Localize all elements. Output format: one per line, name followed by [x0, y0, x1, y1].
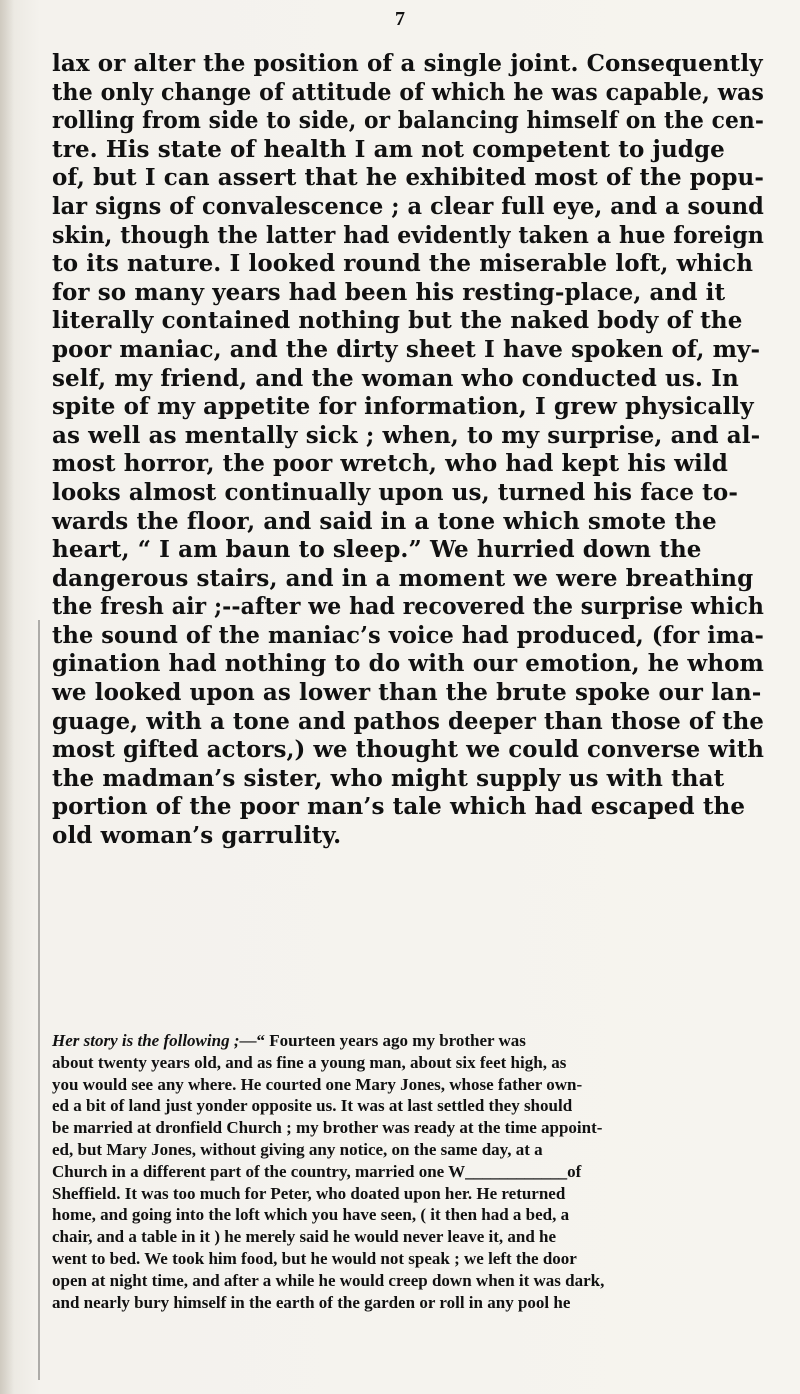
- story-line: home, and going into the loft which you have seen, ( it then had a bed, a: [52, 1205, 570, 1225]
- text-line: poor maniac, and the dirty sheet I have spoken of, my-: [52, 335, 761, 363]
- text-line: self, my friend, and the woman who conducted us. In: [52, 364, 739, 392]
- text-line: we looked upon as lower than the brute spoke our lan-: [52, 679, 762, 707]
- text-line: the sound of the maniac’s voice had produced, (for ima-: [52, 621, 764, 649]
- text-line: gination had nothing to do with our emotion, he whom: [52, 650, 764, 678]
- text-line: heart, “ I am baun to sleep.” We hurried down the: [52, 536, 702, 564]
- text-line: most horror, the poor wretch, who had kept his wild: [52, 450, 728, 478]
- text-line: most gifted actors,) we thought we could converse with: [52, 736, 764, 764]
- text-line: of, but I can assert that he exhibited most of the popu-: [52, 164, 764, 192]
- text-line: portion of the poor man’s tale which had escaped the: [52, 793, 746, 821]
- text-line: the madman’s sister, who might supply us with that: [52, 764, 725, 792]
- text-line: skin, though the latter had evidently taken a hue foreign: [52, 221, 764, 249]
- text-line: guage, with a tone and pathos deeper than those of the: [52, 707, 765, 735]
- text-line: as well as mentally sick ; when, to my surprise, and al-: [52, 421, 761, 449]
- text-line: dangerous stairs, and in a moment we were breathing: [52, 564, 754, 592]
- scan-margin-marks: [38, 620, 50, 1380]
- gutter-shadow: [0, 0, 14, 1394]
- text-line: the only change of attitude of which he was capable, was: [52, 78, 765, 106]
- text-line: looks almost continually upon us, turned his face to-: [52, 478, 738, 506]
- story-line: Church in a different part of the country, married one W____________of: [52, 1161, 582, 1181]
- story-line: about twenty years old, and as fine a young man, about six feet high, as: [52, 1052, 567, 1072]
- text-line: rolling from side to side, or balancing himself on the cen-: [52, 107, 764, 135]
- text-line: to its nature. I looked round the miserable loft, which: [52, 250, 754, 278]
- story-line: chair, and a table in it ) he merely said he would never leave it, and he: [52, 1227, 557, 1247]
- text-line: tre. His state of health I am not competent to judge: [52, 135, 725, 163]
- text-line: lax or alter the position of a single joint. Consequently: [52, 50, 763, 77]
- story-line: ed, but Mary Jones, without giving any notice, on the same day, at a: [52, 1139, 543, 1159]
- story-line: ed a bit of land just yonder opposite us. It was at last settled they should: [52, 1096, 573, 1116]
- story-line: Sheffield. It was too much for Peter, who doated upon her. He returned: [52, 1183, 566, 1203]
- story-text-block: [52, 1030, 764, 1313]
- story-line: [52, 1030, 526, 1052]
- text-line: literally contained nothing but the naked body of the: [52, 307, 743, 335]
- text-line: old woman’s garrulity.: [52, 822, 342, 850]
- story-line: and nearly bury himself in the earth of the garden or roll in any pool he: [52, 1292, 571, 1312]
- story-line: be married at dronfield Church ; my brother was ready at the time appoint-: [52, 1118, 603, 1138]
- story-lead: Her story is the following ;: [52, 1031, 240, 1050]
- story-line: you would see any where. He courted one Mary Jones, whose father own-: [52, 1074, 583, 1094]
- text-line: the fresh air ;--after we had recovered the surprise which: [52, 593, 765, 621]
- story-line: went to bed. We took him food, but he would not speak ; we left the door: [52, 1248, 577, 1268]
- story-line-text: —“ Fourteen years ago my brother was: [239, 1031, 526, 1050]
- text-line: spite of my appetite for information, I grew physically: [52, 393, 754, 421]
- text-line: lar signs of convalescence ; a clear full eye, and a sound: [52, 192, 764, 220]
- text-line: for so many years had been his resting-place, and it: [52, 278, 726, 306]
- page-number: 7: [395, 8, 405, 30]
- main-text-block: [52, 50, 764, 851]
- story-line: open at night time, and after a while he would creep down when it was dark,: [52, 1270, 605, 1290]
- text-line: wards the floor, and said in a tone which smote the: [52, 507, 717, 535]
